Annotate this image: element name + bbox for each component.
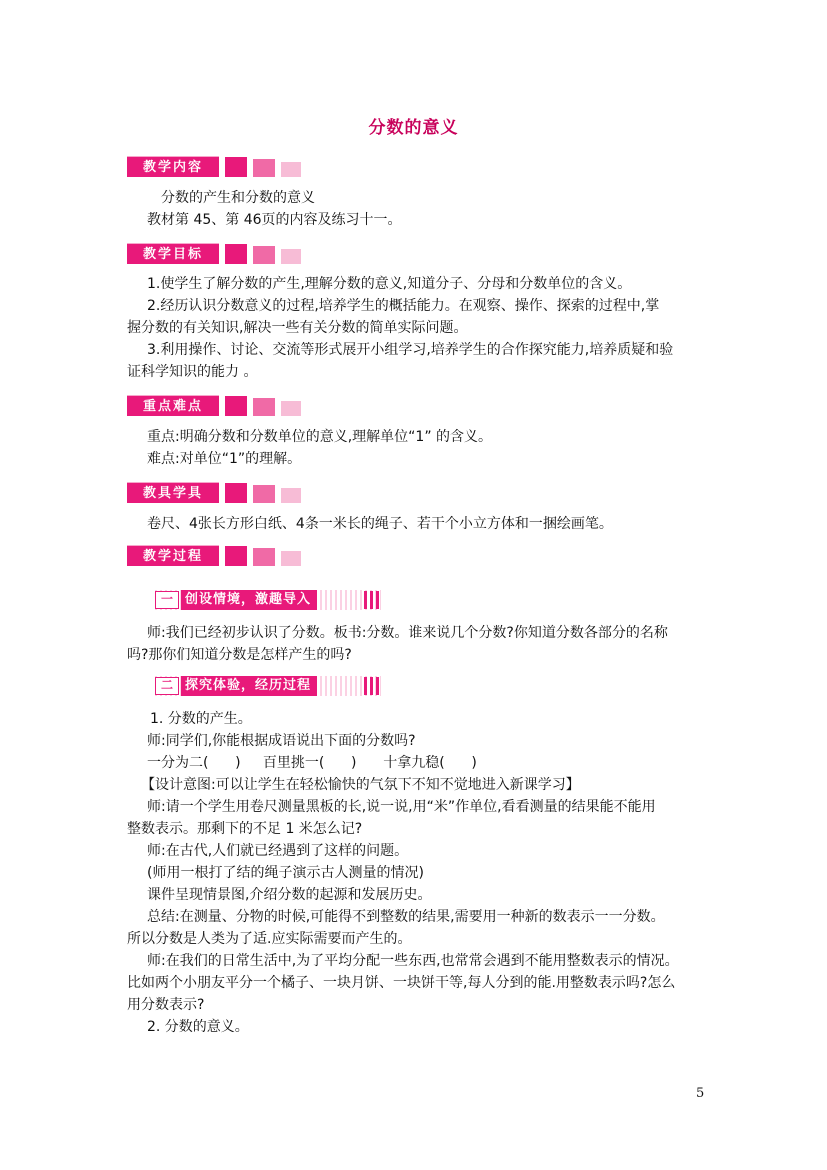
- paragraph-line: 3.利用操作、讨论、交流等形式展开小组学习,培养学生的合作探究能力,培养质疑和验: [147, 342, 674, 358]
- paragraph-line: 难点:对单位“1”的理解。: [147, 451, 302, 467]
- section-header-process: [127, 544, 301, 566]
- decor-square-icon: [225, 396, 247, 416]
- section-label: 教学内容: [127, 156, 219, 177]
- page-title: 分数的意义: [368, 118, 459, 138]
- paragraph-line: 1. 分数的产生。: [150, 711, 252, 727]
- paragraph-line: 比如两个小朋友平分一个橘子、一块月饼、一块饼干等,每人分到的能.用整数表示吗?怎么: [127, 975, 676, 991]
- decor-square-icon: [281, 249, 301, 264]
- section-header-keypoints: [127, 394, 301, 416]
- decor-square-icon: [253, 246, 275, 264]
- section-header-tools: [127, 481, 301, 503]
- decor-square-icon: [225, 157, 247, 177]
- section-header-goals: [127, 242, 301, 264]
- step-number: 一: [155, 591, 179, 609]
- decor-square-icon: [253, 159, 275, 177]
- decor-square-icon: [225, 244, 247, 264]
- section-label: 教具学具: [127, 482, 219, 503]
- paragraph-line: 分数的产生和分数的意义: [161, 190, 315, 206]
- section-label: 重点难点: [127, 395, 219, 416]
- step-header-1: [155, 590, 381, 610]
- paragraph-line: 教材第 45、第 46页的内容及练习十一。: [147, 212, 402, 228]
- paragraph-line: 2.经历认识分数意义的过程,培养学生的概括能力。在观察、操作、探索的过程中,掌: [147, 298, 660, 314]
- decor-square-icon: [253, 485, 275, 503]
- stripe-decor-icon: [317, 591, 381, 609]
- paragraph-line: 一分为二( ) 百里挑一( ) 十拿九稳( ): [147, 755, 477, 771]
- section-label: 教学过程: [127, 545, 219, 566]
- paragraph-line: 重点:明确分数和分数单位的意义,理解单位“1” 的含义。: [147, 429, 493, 445]
- section-label: 教学目标: [127, 243, 219, 264]
- paragraph-line: 【设计意图:可以让学生在轻松愉快的气氛下不知不觉地进入新课学习】: [141, 777, 580, 793]
- decor-square-icon: [281, 551, 301, 566]
- decor-square-icon: [253, 398, 275, 416]
- paragraph-line: (师用一根打了结的绳子演示古人测量的情况): [147, 865, 424, 881]
- paragraph-line: 证科学知识的能力 。: [127, 364, 258, 380]
- step-title: 创设情境，激趣导入: [181, 590, 317, 610]
- paragraph-line: 师:请一个学生用卷尺测量黑板的长,说一说,用“米”作单位,看看测量的结果能不能用: [147, 799, 656, 815]
- paragraph-line: 课件呈现情景图,介绍分数的起源和发展历史。: [147, 887, 432, 903]
- paragraph-line: 总结:在测量、分物的时候,可能得不到整数的结果,需要用一种新的数表示一一分数。: [147, 909, 665, 925]
- paragraph-line: 用分数表示?: [127, 997, 205, 1013]
- paragraph-line: 师:在我们的日常生活中,为了平均分配一些东西,也常常会遇到不能用整数表示的情况。: [147, 953, 679, 969]
- paragraph-line: 2. 分数的意义。: [147, 1019, 249, 1035]
- paragraph-line: 师:我们已经初步认识了分数。板书:分数。谁来说几个分数?你知道分数各部分的名称: [147, 625, 668, 641]
- page-number: 5: [696, 1086, 705, 1101]
- paragraph-line: 师:在古代,人们就已经遇到了这样的问题。: [147, 843, 409, 859]
- decor-square-icon: [281, 162, 301, 177]
- paragraph-line: 师:同学们,你能根据成语说出下面的分数吗?: [147, 733, 416, 749]
- decor-square-icon: [225, 483, 247, 503]
- decor-square-icon: [253, 548, 275, 566]
- decor-square-icon: [281, 401, 301, 416]
- paragraph-line: 1.使学生了解分数的产生,理解分数的意义,知道分子、分母和分数单位的含义。: [147, 276, 632, 292]
- step-header-2: [155, 676, 381, 696]
- paragraph-line: 吗?那你们知道分数是怎样产生的吗?: [127, 647, 352, 663]
- stripe-decor-icon: [317, 677, 381, 695]
- decor-square-icon: [281, 488, 301, 503]
- step-number: 二: [155, 677, 179, 695]
- paragraph-line: 卷尺、4张长方形白纸、4条一米长的绳子、若干个小立方体和一捆绘画笔。: [147, 516, 613, 532]
- decor-square-icon: [225, 546, 247, 566]
- paragraph-line: 握分数的有关知识,解决一些有关分数的简单实际问题。: [127, 320, 468, 336]
- section-header-content: [127, 155, 301, 177]
- paragraph-line: 整数表示。那剩下的不足 1 米怎么记?: [127, 821, 363, 837]
- step-title: 探究体验，经历过程: [181, 676, 317, 696]
- paragraph-line: 所以分数是人类为了适.应实际需要而产生的。: [127, 931, 412, 947]
